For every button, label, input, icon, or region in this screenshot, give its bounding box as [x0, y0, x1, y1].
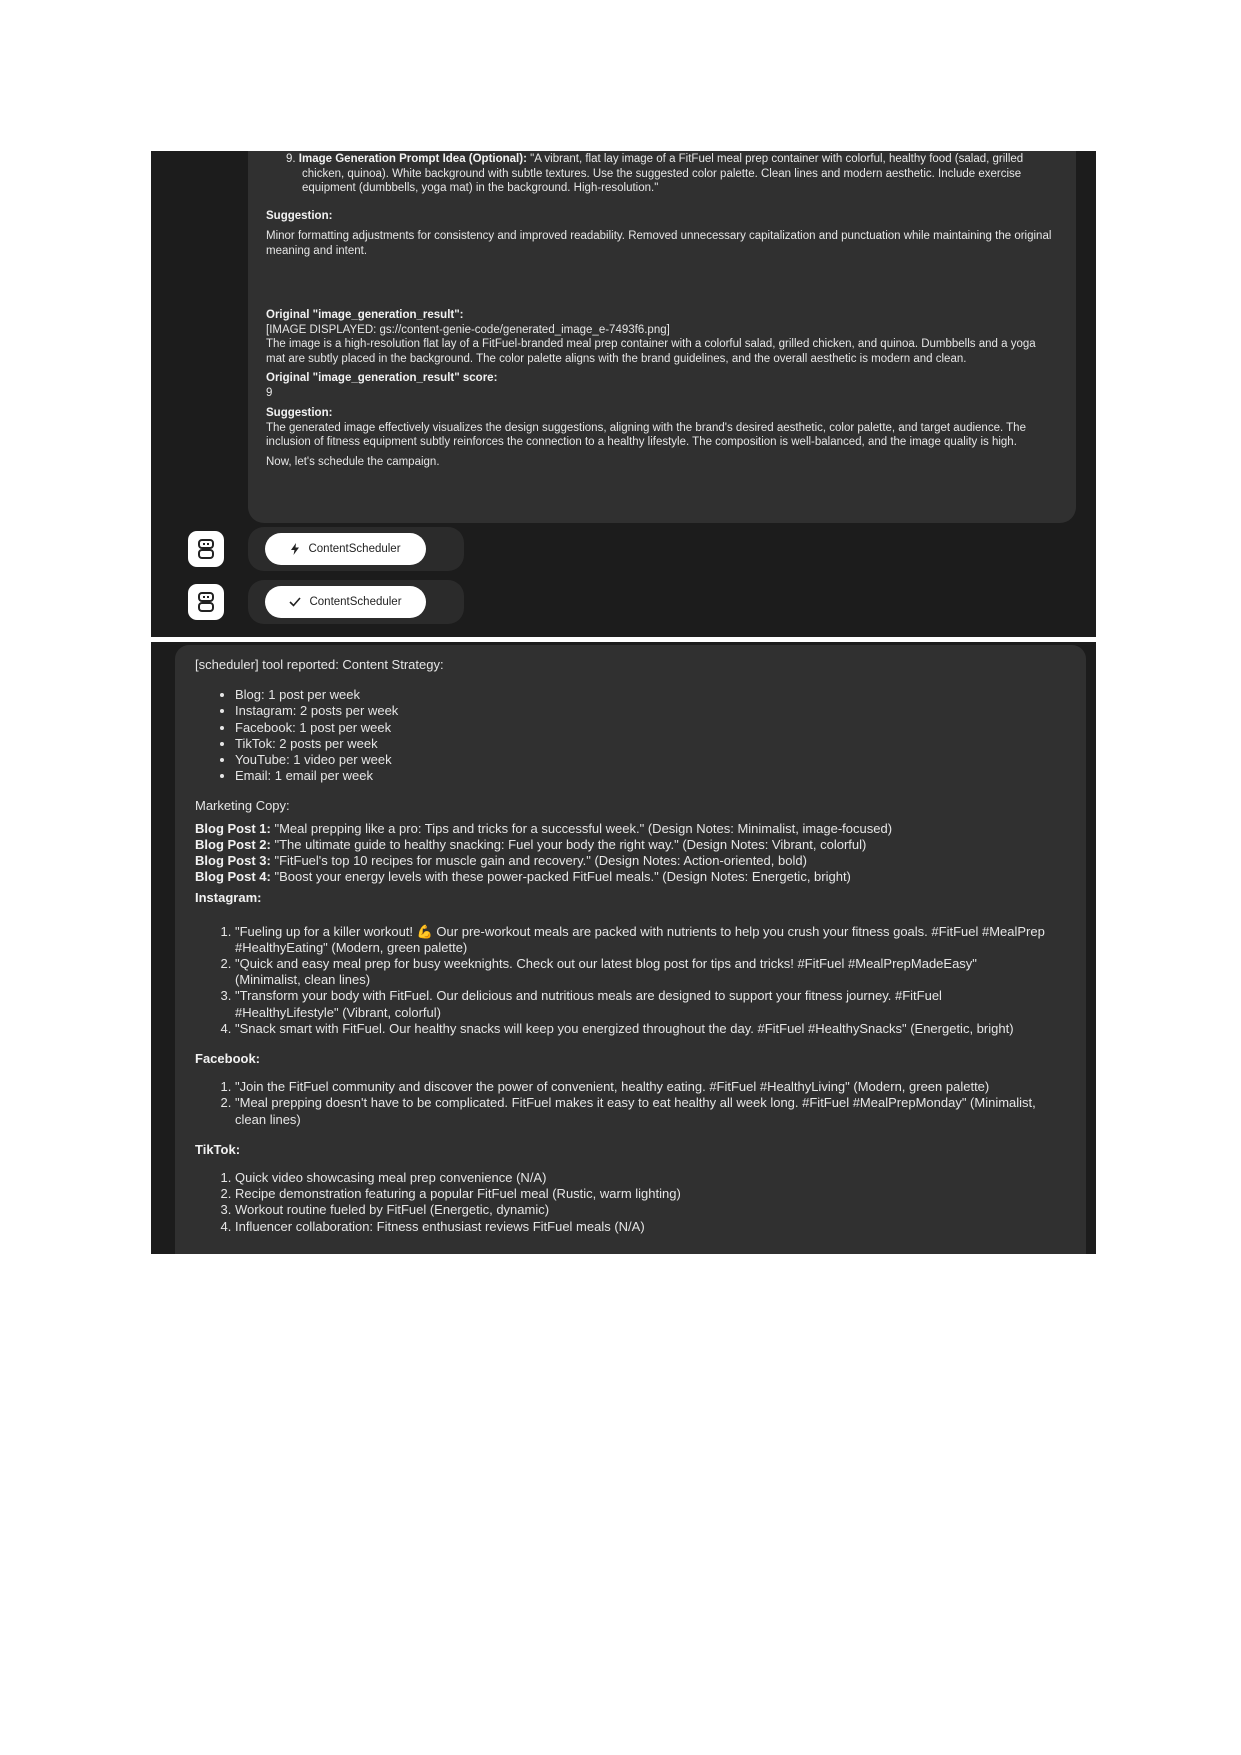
blog-post-line	[195, 869, 1046, 885]
suggestion-heading-2: Suggestion:	[266, 407, 333, 419]
list-item: • Email: 1 email per week	[235, 768, 1046, 784]
list-item: 2. "Meal prepping doesn't have to be complicated. FitFuel makes it easy to eat healthy all week long. #FitFuel #MealPrepMonday" (Minimalist, clean lines)	[235, 1095, 1046, 1127]
tool-call-pill-running[interactable]	[265, 533, 426, 565]
tool-call-row	[248, 580, 464, 624]
prompt-idea-text: "A vibrant, flat lay image of a FitFuel meal prep container with colorful, healthy food (salad, grilled chicken, quinoa). White background with subtle textures. Use the suggested color palette. Clean lines and modern aesthetic. Include exercise equipment (dumbbells, yoga mat) in the background. High-resolution."	[302, 153, 1024, 194]
list-item: 3. "Transform your body with FitFuel. Our delicious and nutritious meals are designed to support your fitness journey. #FitFuel #HealthyLifestyle" (Vibrant, colorful)	[235, 988, 1046, 1020]
facebook-list	[195, 1079, 1046, 1128]
assistant-message-bubble	[248, 151, 1076, 523]
tool-call-row	[248, 527, 464, 571]
tool-call-label: ContentScheduler	[308, 543, 401, 555]
blog-post-label: Blog Post 2:	[195, 836, 271, 852]
list-item: 3. Workout routine fueled by FitFuel (Energetic, dynamic)	[235, 1202, 1046, 1218]
list-item: • Facebook: 1 post per week	[235, 720, 1046, 736]
list-item: 2. "Quick and easy meal prep for busy weeknights. Check out our latest blog post for tips and tricks! #FitFuel #MealPrepMadeEasy" (Minimalist, clean lines)	[235, 956, 1046, 988]
blog-post-text: "FitFuel's top 10 recipes for muscle gain and recovery." (Design Notes: Action-oriented, bold)	[270, 853, 807, 869]
chat-panel-bottom	[151, 642, 1096, 1254]
original-result-heading: Original "image_generation_result":	[266, 309, 464, 321]
bot-avatar	[188, 584, 224, 620]
lightning-icon	[290, 543, 300, 555]
chat-panel-top	[151, 151, 1096, 637]
image-path-line: [IMAGE DISPLAYED: gs://content-genie-code/generated_image_e-7493f6.png]	[266, 323, 670, 336]
list-item: • TikTok: 2 posts per week	[235, 736, 1046, 752]
prompt-idea-label: Image Generation Prompt Idea (Optional):	[298, 153, 527, 165]
suggestion-heading: Suggestion:	[266, 209, 333, 222]
blog-post-text: "Boost your energy levels with these power-packed FitFuel meals." (Design Notes: Energetic, bright)	[270, 869, 851, 885]
list-item: 1. Quick video showcasing meal prep convenience (N/A)	[235, 1170, 1046, 1186]
list-item: 1. "Fueling up for a killer workout! 💪 Our pre-workout meals are packed with nutrients to help you crush your fitness goals. #FitFuel #MealPrep #HealthyEating" (Modern, green palette)	[235, 924, 1046, 956]
blog-post-text: "Meal prepping like a pro: Tips and tricks for a successful week." (Design Notes: Minimalist, image-focused)	[270, 820, 893, 836]
facebook-heading: Facebook:	[195, 1051, 261, 1067]
list-number: 9.	[286, 153, 296, 165]
list-item: 2. Recipe demonstration featuring a popular FitFuel meal (Rustic, warm lighting)	[235, 1186, 1046, 1202]
tiktok-heading: TikTok:	[195, 1141, 241, 1157]
instagram-list	[195, 924, 1046, 1037]
blog-post-label: Blog Post 4:	[195, 869, 271, 885]
tool-call-pill-done[interactable]	[265, 586, 426, 618]
suggestion-text: Minor formatting adjustments for consistency and improved readability. Removed unnecessary capitalization and punctuation while maintaining the original meaning and intent.	[266, 230, 1052, 257]
check-icon	[289, 597, 301, 607]
suggestion-text-2: The generated image effectively visualizes the design suggestions, aligning with the brand's desired aesthetic, color palette, and target audience. The inclusion of fitness equipment subtly reinforces the connection to a healthy lifestyle. The composition is well-balanced, and the image quality is high.	[266, 421, 1026, 448]
blog-post-line	[195, 821, 1046, 837]
scheduler-message-bubble	[175, 645, 1086, 1254]
bot-avatar	[188, 531, 224, 567]
original-result-text: The image is a high-resolution flat lay of a FitFuel-branded meal prep container with a colorful salad, grilled chicken, and quinoa. Dumbbells and a yoga mat are subtly placed in the background. The color palette aligns with the brand guidelines, and the overall aesthetic is modern and clean.	[266, 338, 1036, 365]
blog-post-label: Blog Post 1:	[195, 820, 271, 836]
blog-post-text: "The ultimate guide to healthy snacking: Fuel your body the right way." (Design Notes: Vibrant, colorful)	[270, 836, 867, 852]
list-item: • Instagram: 2 posts per week	[235, 703, 1046, 719]
instagram-heading: Instagram:	[195, 890, 262, 906]
strategy-list	[195, 687, 1046, 784]
tool-call-label: ContentScheduler	[309, 596, 402, 608]
list-item: • Blog: 1 post per week	[235, 687, 1046, 703]
tiktok-list	[195, 1170, 1046, 1235]
score-value: 9	[266, 386, 273, 399]
robot-icon	[197, 592, 215, 612]
blog-post-line	[195, 837, 1046, 853]
closing-text: Now, let's schedule the campaign.	[266, 455, 440, 468]
marketing-copy-label: Marketing Copy:	[195, 798, 290, 814]
list-item: 4. "Snack smart with FitFuel. Our healthy snacks will keep you energized throughout the day. #FitFuel #HealthySnacks" (Energetic, bright)	[235, 1021, 1046, 1037]
blog-post-label: Blog Post 3:	[195, 853, 271, 869]
robot-icon	[197, 539, 215, 559]
prompt-idea-item	[266, 152, 1056, 196]
list-item: 4. Influencer collaboration: Fitness enthusiast reviews FitFuel meals (N/A)	[235, 1219, 1046, 1235]
list-item: • YouTube: 1 video per week	[235, 752, 1046, 768]
scheduler-intro: [scheduler] tool reported: Content Strategy:	[195, 657, 444, 672]
list-item: 1. "Join the FitFuel community and discover the power of convenient, healthy eating. #FitFuel #HealthyLiving" (Modern, green palette)	[235, 1079, 1046, 1095]
score-heading: Original "image_generation_result" score:	[266, 372, 498, 384]
blog-post-line	[195, 853, 1046, 869]
